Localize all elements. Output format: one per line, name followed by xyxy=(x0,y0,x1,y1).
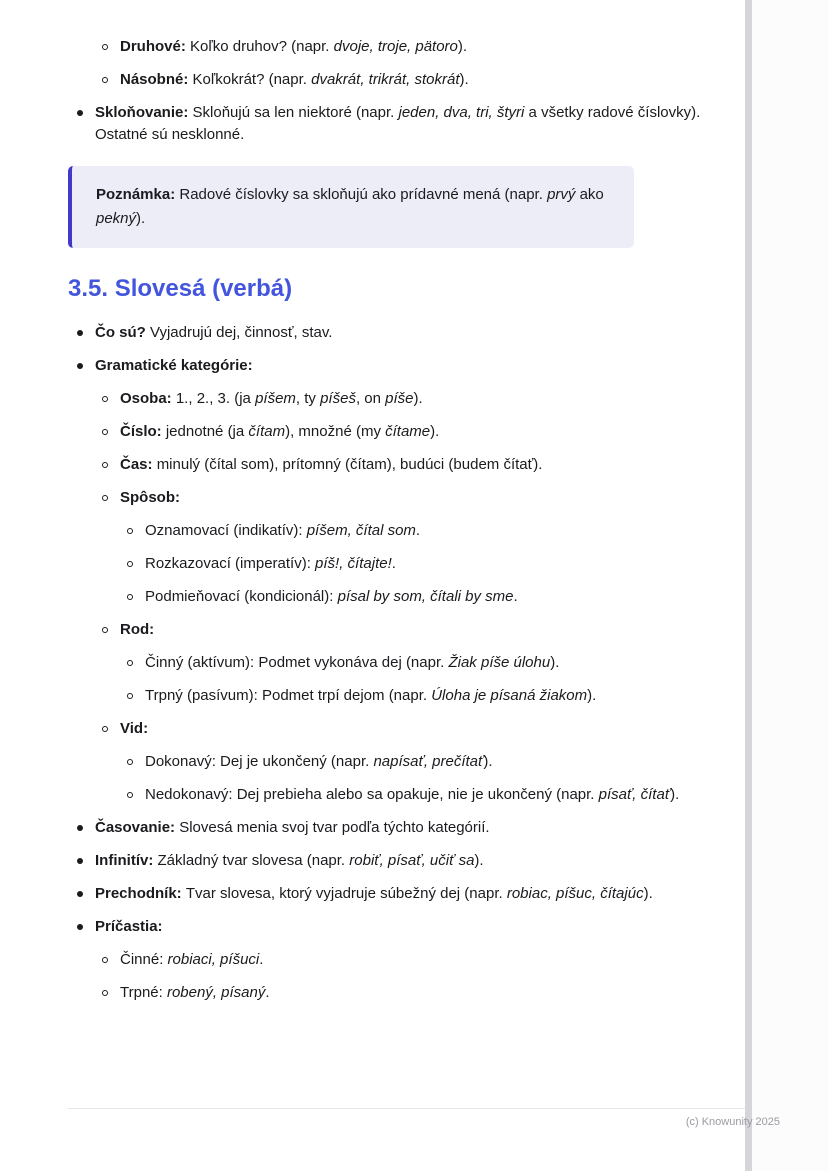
list-item xyxy=(118,685,717,707)
circle-bullet-icon xyxy=(127,561,133,567)
text-run: Poznámka: xyxy=(96,186,180,203)
copyright-text: (c) Knowunity 2025 xyxy=(685,1116,780,1128)
text-run: ). xyxy=(459,71,469,88)
text-run: Rod: xyxy=(120,621,155,638)
text-run: Infinitív: xyxy=(95,852,158,869)
list-item xyxy=(68,850,717,872)
list-item-text xyxy=(95,819,490,836)
text-run: . xyxy=(391,555,396,572)
text-run: písal by som, čítali by sme xyxy=(337,588,514,605)
disc-bullet-icon xyxy=(77,110,83,116)
list-item-text xyxy=(95,918,163,935)
text-run: Číslo: xyxy=(120,423,166,440)
list-item xyxy=(118,652,717,674)
text-run: Žiak píše úlohu xyxy=(448,654,551,671)
text-run: 1., 2., 3. (ja xyxy=(175,390,256,407)
section-heading: 3.5. Slovesá (verbá) xyxy=(68,275,293,302)
circle-bullet-icon xyxy=(102,429,108,435)
list-item-text xyxy=(145,588,518,605)
text-run: robiť, písať, učiť sa xyxy=(349,852,475,869)
circle-bullet-icon xyxy=(102,726,108,732)
list-item xyxy=(118,586,717,608)
list-item xyxy=(68,817,717,839)
text-run: jeden, dva, tri, štyri xyxy=(398,104,525,121)
scrollbar-thumb[interactable] xyxy=(745,0,752,1171)
text-run: Trpný (pasívum): Podmet trpí dejom (napr. xyxy=(145,687,432,704)
list-item-text xyxy=(95,357,253,374)
text-run: ). xyxy=(457,38,468,55)
text-run: Činné: xyxy=(120,951,168,968)
text-run: Vid: xyxy=(120,720,149,737)
text-run: čítam xyxy=(248,423,286,440)
text-run: Časovanie: xyxy=(95,819,180,836)
circle-bullet-icon xyxy=(127,660,133,666)
list-item xyxy=(118,520,717,542)
list-item xyxy=(93,487,717,509)
text-run: Vyjadrujú dej, činnosť, stav. xyxy=(150,324,333,341)
document-content xyxy=(68,36,717,1015)
text-run: Slovesá menia svoj tvar podľa týchto kategórií. xyxy=(179,819,490,836)
text-run: robený, písaný xyxy=(166,984,266,1001)
circle-bullet-icon xyxy=(127,792,133,798)
list-item xyxy=(93,388,717,410)
list-item-text xyxy=(120,621,154,638)
list-item-text xyxy=(120,456,542,473)
text-run: ako xyxy=(575,186,604,203)
text-run: Skloňovanie: xyxy=(95,104,193,121)
circle-bullet-icon xyxy=(102,495,108,501)
footer-divider xyxy=(68,1108,745,1109)
text-run: Druhové: xyxy=(120,38,191,55)
text-run: píšem xyxy=(255,390,296,407)
text-run: robiaci, píšuci xyxy=(167,951,260,968)
list-item-text xyxy=(145,786,679,803)
list-item xyxy=(93,619,717,641)
text-run: Násobné: xyxy=(120,71,193,88)
text-run: dvakrát, trikrát, stokrát xyxy=(311,71,460,88)
list-item xyxy=(93,718,717,740)
text-run: Činný (aktívum): Podmet vykonáva dej (napr. xyxy=(145,654,449,671)
text-run: Základný tvar slovesa (napr. xyxy=(157,852,350,869)
text-run: Koľko druhov? (napr. xyxy=(190,38,334,55)
text-run: Dokonavý: Dej je ukončený (napr. xyxy=(145,753,374,770)
text-run: Nedokonavý: Dej prebieha alebo sa opakuje, nie je ukončený (napr. xyxy=(145,786,599,803)
list-item-text xyxy=(145,522,420,539)
disc-bullet-icon xyxy=(77,891,83,897)
disc-bullet-icon xyxy=(77,363,83,369)
text-run: čítame xyxy=(385,423,431,440)
viewer-right-gutter xyxy=(752,0,828,1171)
note-text xyxy=(96,183,610,231)
text-run: ). xyxy=(413,390,423,407)
text-run: ). xyxy=(643,885,653,902)
list-item-text xyxy=(120,720,148,737)
disc-bullet-icon xyxy=(77,330,83,336)
text-run: ). xyxy=(587,687,597,704)
circle-bullet-icon xyxy=(102,627,108,633)
list-item-text xyxy=(95,852,484,869)
text-run: Úloha je písaná žiakom xyxy=(431,687,588,704)
text-run: Radové číslovky sa skloňujú ako prídavné mená (napr. xyxy=(179,186,548,203)
text-run: ). xyxy=(483,753,493,770)
text-run: minulý (čítal som), prítomný (čítam), budúci (budem čítať). xyxy=(156,456,543,473)
list-item-text xyxy=(120,390,423,407)
text-run: , on xyxy=(355,390,386,407)
circle-bullet-icon xyxy=(127,693,133,699)
list-item-text xyxy=(120,38,467,55)
list-item xyxy=(68,916,717,938)
text-run: napísať, prečítať xyxy=(373,753,484,770)
text-run: a všetky radové číslovky). Ostatné sú nesklonné. xyxy=(95,104,701,143)
text-run: píš!, čítajte! xyxy=(315,555,392,572)
list-item xyxy=(93,454,717,476)
text-run: . xyxy=(513,588,518,605)
list-item-text xyxy=(145,687,596,704)
list-item-text xyxy=(95,104,700,143)
list-item xyxy=(93,421,717,443)
text-run: ). xyxy=(670,786,680,803)
list-item-text xyxy=(120,423,439,440)
text-run: Rozkazovací (imperatív): xyxy=(145,555,316,572)
text-run: robiac, píšuc, čítajúc xyxy=(506,885,644,902)
list-item xyxy=(68,355,717,377)
list-item-text xyxy=(120,984,270,1001)
text-run: ), množné (my xyxy=(285,423,386,440)
text-run: Podmieňovací (kondicionál): xyxy=(145,588,338,605)
list-item-text xyxy=(120,71,469,88)
circle-bullet-icon xyxy=(127,528,133,534)
circle-bullet-icon xyxy=(102,396,108,402)
list-item-text xyxy=(95,885,653,902)
disc-bullet-icon xyxy=(77,924,83,930)
note-callout xyxy=(68,166,634,248)
text-run: Príčastia: xyxy=(95,918,163,935)
circle-bullet-icon xyxy=(102,77,108,83)
text-run: Čo sú? xyxy=(95,324,150,341)
circle-bullet-icon xyxy=(127,759,133,765)
list-item-text xyxy=(95,324,332,341)
list-item xyxy=(68,322,717,344)
text-run: píšeš xyxy=(320,390,356,407)
text-run: . xyxy=(415,522,421,539)
circle-bullet-icon xyxy=(102,957,108,963)
text-run: písať, čítať xyxy=(598,786,671,803)
list-item xyxy=(93,949,717,971)
text-run: Tvar slovesa, ktorý vyjadruje súbežný dej (napr. xyxy=(185,885,507,902)
circle-bullet-icon xyxy=(127,594,133,600)
text-run: píše xyxy=(385,390,414,407)
list-item-text xyxy=(145,753,493,770)
circle-bullet-icon xyxy=(102,990,108,996)
text-run: . xyxy=(259,951,264,968)
list-item xyxy=(93,982,717,1004)
circle-bullet-icon xyxy=(102,462,108,468)
text-run: Čas: xyxy=(120,456,157,473)
list-item xyxy=(68,883,717,905)
text-run: prvý xyxy=(547,186,576,203)
text-run: Trpné: xyxy=(120,984,167,1001)
text-run: Koľkokrát? (napr. xyxy=(192,71,312,88)
text-run: Skloňujú sa len niektoré (napr. xyxy=(192,104,399,121)
list-item-text xyxy=(120,951,263,968)
circle-bullet-icon xyxy=(102,44,108,50)
text-run: píšem, čítal som xyxy=(306,522,416,539)
text-run: Osoba: xyxy=(120,390,176,407)
list-item xyxy=(118,553,717,575)
list-item-text xyxy=(120,489,180,506)
list-item xyxy=(93,36,717,58)
list-item xyxy=(118,751,717,773)
text-run: pekný xyxy=(96,210,137,227)
text-run: ). xyxy=(550,654,560,671)
text-run: jednotné (ja xyxy=(165,423,249,440)
text-run: . xyxy=(265,984,270,1001)
text-run: ). xyxy=(136,210,146,227)
text-run: dvoje, troje, pätoro xyxy=(333,38,458,55)
text-run: Gramatické kategórie: xyxy=(95,357,253,374)
text-run: ). xyxy=(474,852,484,869)
list-item xyxy=(118,784,717,806)
text-run: Oznamovací (indikatív): xyxy=(145,522,307,539)
list-item-text xyxy=(145,654,559,671)
text-run: ). xyxy=(430,423,440,440)
text-run: Prechodník: xyxy=(95,885,186,902)
disc-bullet-icon xyxy=(77,858,83,864)
disc-bullet-icon xyxy=(77,825,83,831)
list-item xyxy=(93,69,717,91)
list-item-text xyxy=(145,555,396,572)
text-run: Spôsob: xyxy=(120,489,180,506)
text-run: , ty xyxy=(295,390,321,407)
list-item xyxy=(68,102,717,146)
